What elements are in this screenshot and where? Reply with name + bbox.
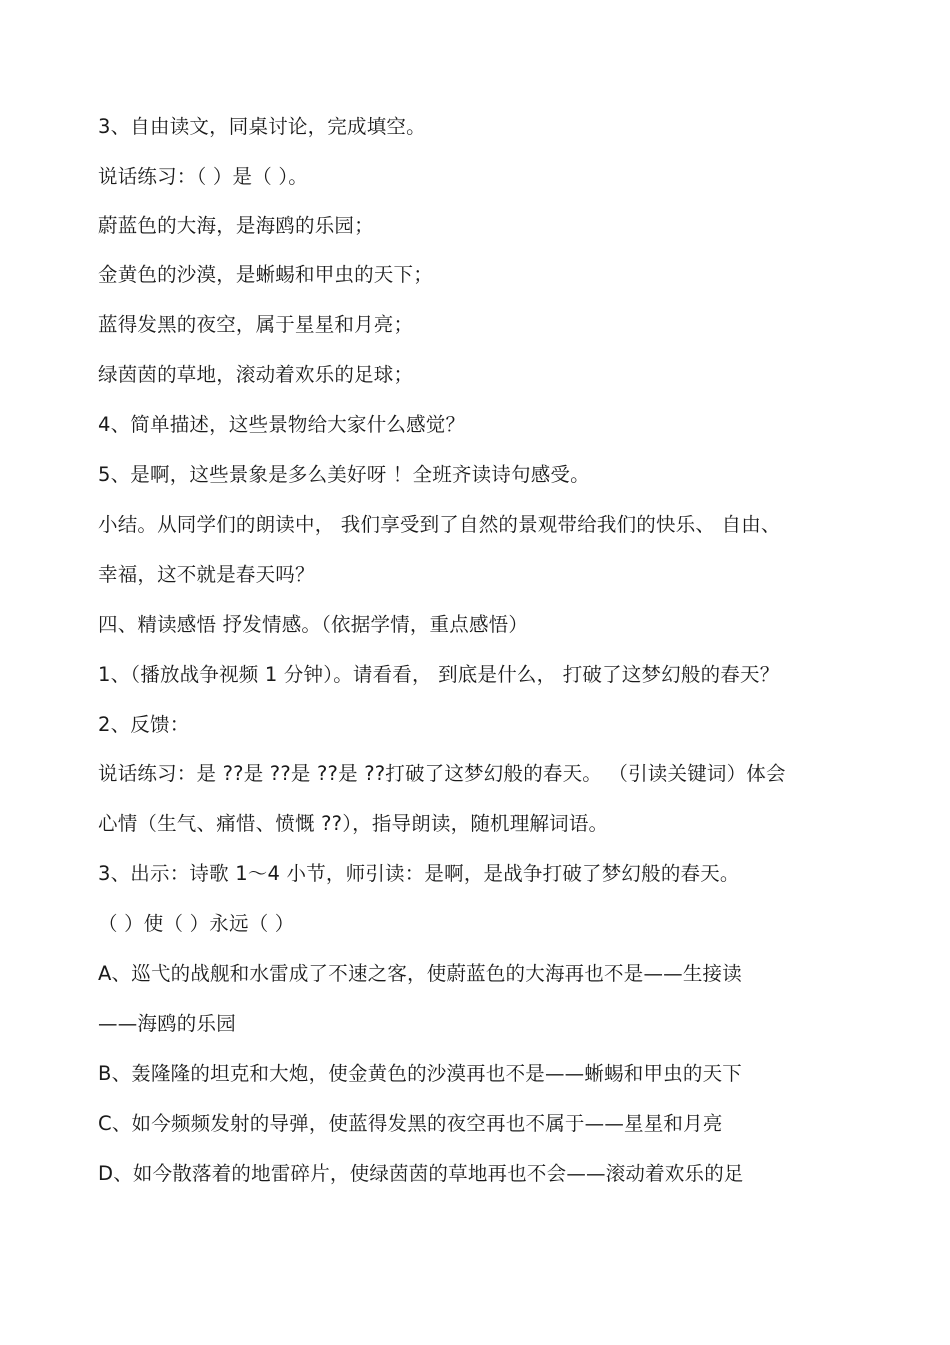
item-5-reading: 5、是啊，这些景象是多么美好呀 ！全班齐读诗句感受。 — [98, 463, 590, 486]
summary-paragraph: 小结。从同学们的朗读中， 我们享受到了自然的景观带给我们的快乐、 自由、 — [98, 513, 781, 536]
item-3-instruction: 3、自由读文，同桌讨论，完成填空。 — [98, 115, 426, 138]
poem-line-desert: 金黄色的沙漠，是蜥蜴和甲虫的天下； — [98, 263, 433, 286]
item-4-question: 4、简单描述，这些景物给大家什么感觉？ — [98, 413, 466, 436]
option-b: B、轰隆隆的坦克和大炮，使金黄色的沙漠再也不是——蜥蜴和甲虫的天下 — [98, 1062, 742, 1085]
option-a: A、巡弋的战舰和水雷成了不速之客，使蔚蓝色的大海再也不是——生接读 — [98, 962, 742, 985]
speaking-practice-war: 说话练习：是 ??是 ??是 ??是 ??打破了这梦幻般的春天。 （引读关键词）体会 — [98, 762, 786, 785]
summary-continuation: 幸福，这不就是春天吗？ — [98, 563, 315, 586]
mood-guidance: 心情（生气、痛惜、愤慨 ??），指导朗读，随机理解词语。 — [98, 812, 609, 835]
sentence-pattern: （ ）使（ ）永远（ ） — [98, 912, 295, 935]
poem-line-night-sky: 蓝得发黑的夜空，属于星星和月亮； — [98, 313, 414, 336]
option-a-continuation: ——海鸥的乐园 — [98, 1012, 236, 1035]
item-2-feedback: 2、反馈： — [98, 713, 190, 736]
poem-line-sea: 蔚蓝色的大海，是海鸥的乐园； — [98, 214, 374, 237]
option-c: C、如今频频发射的导弹，使蓝得发黑的夜空再也不属于——星星和月亮 — [98, 1112, 723, 1135]
poem-line-meadow: 绿茵茵的草地，滚动着欢乐的足球； — [98, 363, 414, 386]
option-d: D、如今散落着的地雷碎片，使绿茵茵的草地再也不会——滚动着欢乐的足 — [98, 1162, 744, 1185]
item-3-show-poem: 3、出示：诗歌 1～4 小节，师引读：是啊，是战争打破了梦幻般的春天。 — [98, 862, 740, 885]
section-4-heading: 四、精读感悟 抒发情感。（依据学情，重点感悟） — [98, 613, 529, 636]
speaking-practice-prompt: 说话练习：（ ）是（ ）。 — [98, 165, 308, 188]
item-1-video: 1、（播放战争视频 1 分钟）。请看看， 到底是什么， 打破了这梦幻般的春天？ — [98, 663, 780, 686]
